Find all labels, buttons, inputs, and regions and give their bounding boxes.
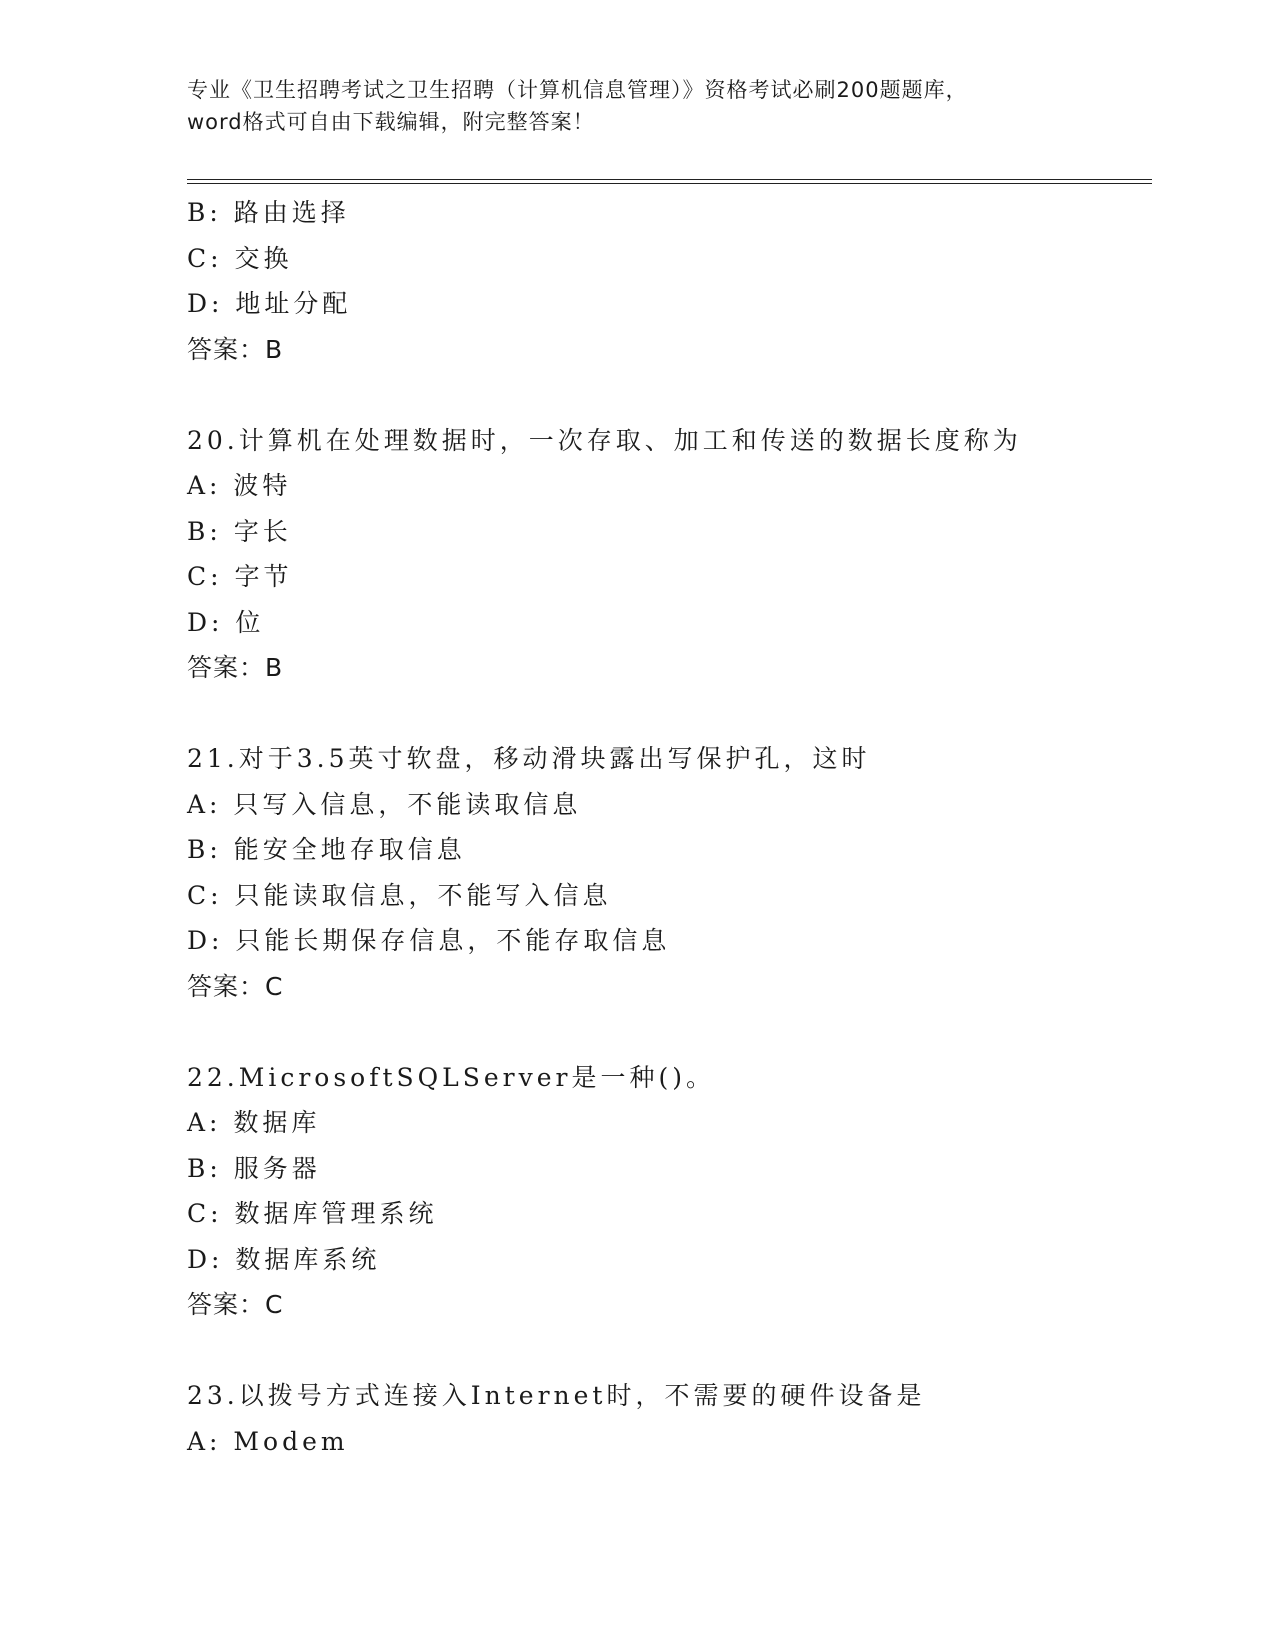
question-21 xyxy=(187,736,1147,1009)
option-a: A: 只写入信息，不能读取信息 xyxy=(187,789,582,819)
document-header xyxy=(187,74,1087,138)
question-text: 20.计算机在处理数据时，一次存取、加工和传送的数据长度称为 xyxy=(187,425,1022,455)
option-c: C: 数据库管理系统 xyxy=(187,1199,438,1228)
option-b: B: 路由选择 xyxy=(187,198,350,227)
option-a: A: 数据库 xyxy=(187,1108,321,1137)
question-19 xyxy=(187,190,1147,372)
option-d: D: 数据库系统 xyxy=(187,1244,381,1274)
option-c: C: 只能读取信息，不能写入信息 xyxy=(187,880,612,910)
answer: 答案：C xyxy=(187,1290,284,1319)
question-text: 21.对于3.5英寸软盘，移动滑块露出写保护孔，这时 xyxy=(187,744,871,773)
answer: 答案：B xyxy=(187,334,284,364)
option-b: B: 字长 xyxy=(187,516,292,546)
option-d: D: 只能长期保存信息，不能存取信息 xyxy=(187,926,671,955)
spacer xyxy=(187,372,1147,418)
option-a: A: Modem xyxy=(187,1426,349,1456)
option-a: A: 波特 xyxy=(187,471,292,500)
answer: 答案：B xyxy=(187,653,284,682)
question-text: 22.MicrosoftSQLServer是一种()。 xyxy=(187,1062,716,1092)
header-double-rule xyxy=(187,179,1152,184)
question-22 xyxy=(187,1055,1147,1328)
option-c: C: 字节 xyxy=(187,562,293,591)
question-text: 23.以拨号方式连接入Internet时，不需要的硬件设备是 xyxy=(187,1381,926,1410)
option-b: B: 能安全地存取信息 xyxy=(187,835,466,864)
spacer xyxy=(187,1328,1147,1374)
spacer xyxy=(187,691,1147,737)
question-20 xyxy=(187,418,1147,691)
option-c: C: 交换 xyxy=(187,243,293,273)
question-23 xyxy=(187,1373,1147,1464)
header-line-2: word格式可自由下载编辑，附完整答案！ xyxy=(187,110,595,134)
spacer xyxy=(187,1009,1147,1055)
option-b: B: 服务器 xyxy=(187,1153,321,1183)
option-d: D: 位 xyxy=(187,607,265,637)
header-line-1: 专业《卫生招聘考试之卫生招聘（计算机信息管理）》资格考试必刷200题题库， xyxy=(187,78,968,102)
answer: 答案：C xyxy=(187,971,284,1001)
question-list xyxy=(187,190,1147,1464)
option-d: D: 地址分配 xyxy=(187,289,352,318)
